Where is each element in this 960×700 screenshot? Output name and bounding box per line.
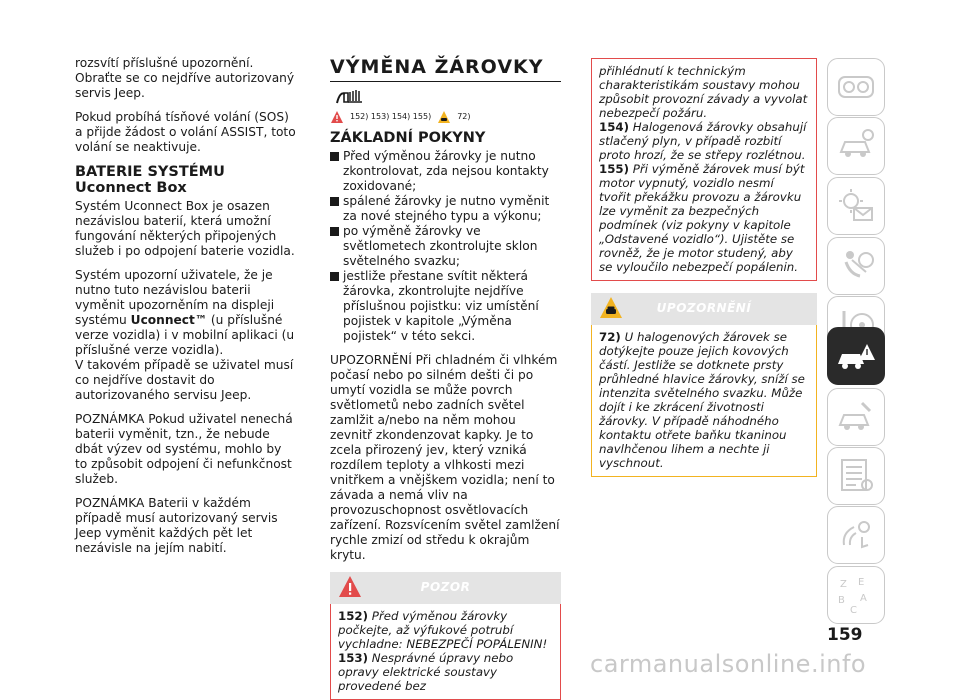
bullet-square-icon: [330, 272, 339, 281]
tab-service[interactable]: [827, 388, 885, 446]
note-paragraph: UPOZORNĚNÍ Při chladném či vlhkém počasí nebo po silném dešti či po umytí vozidla se může povrch světlometů nebo zadních světel zamlžit a/nebo na něm mohou zevnitř zkondenzovat kapky. Je to zcela přirozený jev, který vzniká rozdílem teploty a vlhkosti mezi vnitřkem a vnějškem vozidla; není to závada a nemá vliv na provozuschopnost osvětlovacích zařízení. Rozsvícením světel zamlžení rychle zmizí od středu k okrajům krytu.: [330, 353, 560, 562]
tab-multimedia[interactable]: [827, 506, 885, 564]
tab-emergency[interactable]: [827, 327, 885, 385]
pozor-banner: [330, 572, 561, 604]
tab-technical-data[interactable]: [827, 447, 885, 505]
danger-box-continued: [591, 58, 817, 281]
text-span: V takovém případě se uživatel musí co nejdříve dostavit do autorizovaného servisu Jeep.: [75, 358, 294, 402]
watermark: carmanualsonline.info: [590, 650, 867, 678]
warning-item: [599, 330, 809, 470]
svg-text:E: E: [858, 577, 865, 588]
airbag-icon: [836, 246, 876, 286]
column-right: [591, 58, 817, 477]
ref-number: 154): [599, 120, 630, 134]
svg-text:Z: Z: [840, 579, 847, 590]
ref-number: 153): [338, 651, 369, 665]
column-middle: [330, 56, 561, 700]
ref-number: 152): [338, 609, 369, 623]
dashboard-icon: [836, 67, 876, 107]
danger-item: [338, 651, 553, 693]
text-span: (u příslušné verze vozidla) i v mobilní aplikaci (u příslušné verze vozidla).: [75, 313, 295, 357]
note-paragraph: POZNÁMKA Pokud uživatel nenechá baterii vyměnit, tzn., že nebude dbát výzev od systému, mohlo by to způsobit odpojení či nefunkčnost služeb.: [75, 412, 293, 486]
brand-name: Uconnect™: [130, 313, 208, 327]
page-number: 159: [827, 625, 863, 645]
bullet-square-icon: [330, 227, 339, 236]
service-car-icon: [836, 397, 876, 437]
bullet-list: [330, 149, 561, 344]
danger-text: Při výměně žárovek musí být motor vypnutý, vozidlo nesmí tvořit překážku provozu a žárovku lze vyměnit za bezpečných podmínek (viz pokyny v kapitole „Odstavené vozidlo“). Ujistěte se rovněž, že je motor studený, aby se vyloučilo nebezpečí popálenin.: [599, 162, 805, 274]
ref-number: 155): [599, 162, 630, 176]
warning-box: [591, 325, 817, 477]
alphabet-index-icon: [836, 575, 876, 615]
warning-refs: 72): [457, 112, 471, 121]
svg-text:C: C: [850, 605, 857, 615]
upozorneni-banner: [591, 293, 817, 325]
note-paragraph: POZNÁMKA Baterii v každém případě musí autorizovaný servis Jeep vyměnit každých pět let nezávisle na jejím nabití.: [75, 496, 278, 555]
text-paragraph: Systém Uconnect Box je osazen nezávislou baterií, která umožní fungování některých připojených služeb i po odpojení baterie vozidla.: [75, 199, 295, 258]
svg-text:A: A: [860, 593, 867, 604]
bulb-icon: [334, 88, 561, 106]
column-left: [75, 56, 297, 565]
list-item-text: po výměně žárovky ve světlometech zkontrolujte sklon světelného svazku;: [343, 224, 538, 268]
list-item-text: Před výměnou žárovky je nutno zkontrolovat, zda nejsou kontakty zoxidované;: [343, 149, 549, 193]
multimedia-icon: [836, 515, 876, 555]
warning-icon: [437, 110, 451, 124]
text-paragraph: rozsvítí příslušné upozornění. Obraťte se co nejdříve autorizovaný servis Jeep.: [75, 56, 295, 100]
section-heading-battery: BATERIE SYSTÉMU Uconnect Box: [75, 164, 225, 196]
emergency-car-icon: [836, 336, 876, 376]
bullet-square-icon: [330, 197, 339, 206]
danger-text: Před výměnou žárovky počkejte, až výfukové potrubí vychladne: NEBEZPEČÍ POPÁLENIN!: [338, 609, 548, 651]
svg-text:B: B: [838, 595, 845, 606]
danger-text: přihlédnutí k technickým charakteristikám soustavy mohou způsobit provozní závady a vyvolat nebezpečí požáru.: [599, 64, 808, 120]
danger-box: [330, 604, 561, 700]
list-item-text: jestliže přestane svítit některá žárovka, zkontrolujte nejdříve příslušnou pojistku: viz umístění pojistek v kapitole „Výměna pojistek“ v této sekci.: [343, 269, 539, 343]
list-item: [330, 224, 561, 269]
reference-list: [330, 109, 561, 124]
danger-text: Nesprávné úpravy nebo opravy elektrické soustavy provedené bez: [338, 651, 514, 693]
light-mail-icon: [836, 186, 876, 226]
bullet-square-icon: [330, 152, 339, 161]
danger-icon: [330, 110, 344, 124]
ref-number: 72): [599, 330, 621, 344]
list-item: [330, 269, 561, 344]
upozorneni-label: UPOZORNĚNÍ: [656, 301, 752, 315]
text-paragraph: [75, 268, 297, 403]
pozor-label: POZOR: [420, 580, 471, 594]
section-heading-basics: ZÁKLADNÍ POKYNY: [330, 130, 486, 146]
tab-dashboard[interactable]: [827, 58, 885, 116]
text-paragraph: Pokud probíhá tísňové volání (SOS) a přijde žádost o volání ASSIST, toto volání se neaktivuje.: [75, 110, 296, 154]
car-info-icon: [836, 126, 876, 166]
danger-item: [599, 162, 809, 274]
warning-text: U halogenových žárovek se dotýkejte pouze jejich kovových částí. Jestliže se dotknete prsty průhledné hlavice žárovky, sníží se intenzita světelného svazku. Může dojít i ke zkrácení životnosti žárovky. V případě náhodného kontaktu otřete baňku tkaninou navlhčenou lihem a nechte ji vyschnout.: [599, 330, 805, 470]
danger-refs: 152) 153) 154) 155): [350, 112, 432, 121]
danger-item: [599, 120, 809, 162]
tab-lights[interactable]: [827, 177, 885, 235]
list-item: [330, 149, 561, 194]
tab-car-info[interactable]: [827, 117, 885, 175]
list-item-text: spálené žárovky je nutno vyměnit za nové stejného typu a výkonu;: [343, 194, 550, 223]
danger-text: Halogenová žárovky obsahují stlačený plyn, v případě rozbití proto hrozí, že se střepy rozlétnou.: [599, 120, 807, 162]
data-list-icon: [836, 456, 876, 496]
danger-item: [338, 609, 553, 651]
page-title: VÝMĚNA ŽÁROVKY: [330, 56, 561, 82]
list-item: [330, 194, 561, 224]
tab-safety[interactable]: [827, 237, 885, 295]
tab-index[interactable]: [827, 566, 885, 624]
text-span: Systém upozorní uživatele, že je nutno tuto nezávislou baterii vyměnit upozorněním na displeji systému: [75, 268, 275, 327]
